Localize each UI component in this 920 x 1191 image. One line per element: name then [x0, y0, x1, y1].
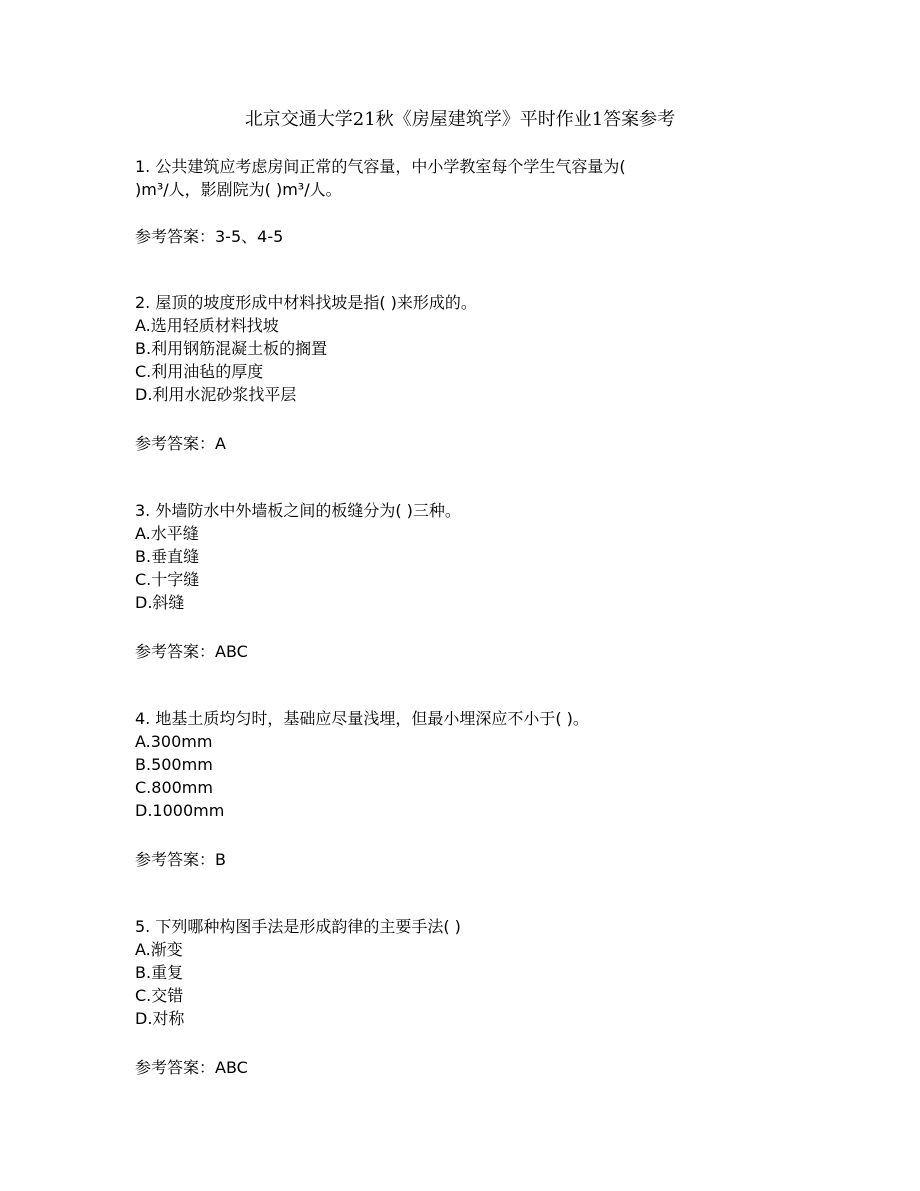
option-c: C.交错 [135, 986, 184, 1005]
option-d: D.1000mm [135, 801, 225, 820]
option-c: C.十字缝 [135, 570, 200, 589]
option-d: D.利用水泥砂浆找平层 [135, 385, 297, 404]
question-text: 1. 公共建筑应考虑房间正常的气容量，中小学教室每个学生气容量为( )m³/人，影剧院为( )m³/人。 [135, 157, 626, 199]
option-c: C.利用油毡的厚度 [135, 362, 264, 381]
option-d: D.对称 [135, 1009, 185, 1028]
option-b: B.利用钢筋混凝土板的搁置 [135, 339, 328, 358]
option-a: A.选用轻质材料找坡 [135, 316, 279, 335]
answer-4: 参考答案：B [135, 850, 226, 869]
question-2 [135, 291, 785, 406]
option-a: A.渐变 [135, 940, 183, 959]
question-4 [135, 707, 785, 822]
document-title: 北京交通大学21秋《房屋建筑学》平时作业1答案参考 [244, 109, 676, 130]
option-b: B.500mm [135, 755, 213, 774]
question-text: 4. 地基土质均匀时，基础应尽量浅埋，但最小埋深应不小于( )。 [135, 709, 589, 728]
option-a: A.300mm [135, 732, 213, 751]
question-text: 3. 外墙防水中外墙板之间的板缝分为( )三种。 [135, 501, 461, 520]
option-a: A.水平缝 [135, 524, 199, 543]
option-d: D.斜缝 [135, 593, 185, 612]
answer-3: 参考答案：ABC [135, 642, 248, 661]
answer-2: 参考答案：A [135, 434, 226, 453]
option-c: C.800mm [135, 778, 213, 797]
option-b: B.垂直缝 [135, 547, 200, 566]
question-5 [135, 915, 785, 1030]
question-text: 2. 屋顶的坡度形成中材料找坡是指( )来形成的。 [135, 293, 477, 312]
question-text: 5. 下列哪种构图手法是形成韵律的主要手法( ) [135, 917, 461, 936]
answer-1: 参考答案：3-5、4-5 [135, 227, 284, 246]
question-1 [135, 155, 785, 201]
question-3 [135, 499, 785, 614]
answer-5: 参考答案：ABC [135, 1058, 248, 1077]
option-b: B.重复 [135, 963, 184, 982]
